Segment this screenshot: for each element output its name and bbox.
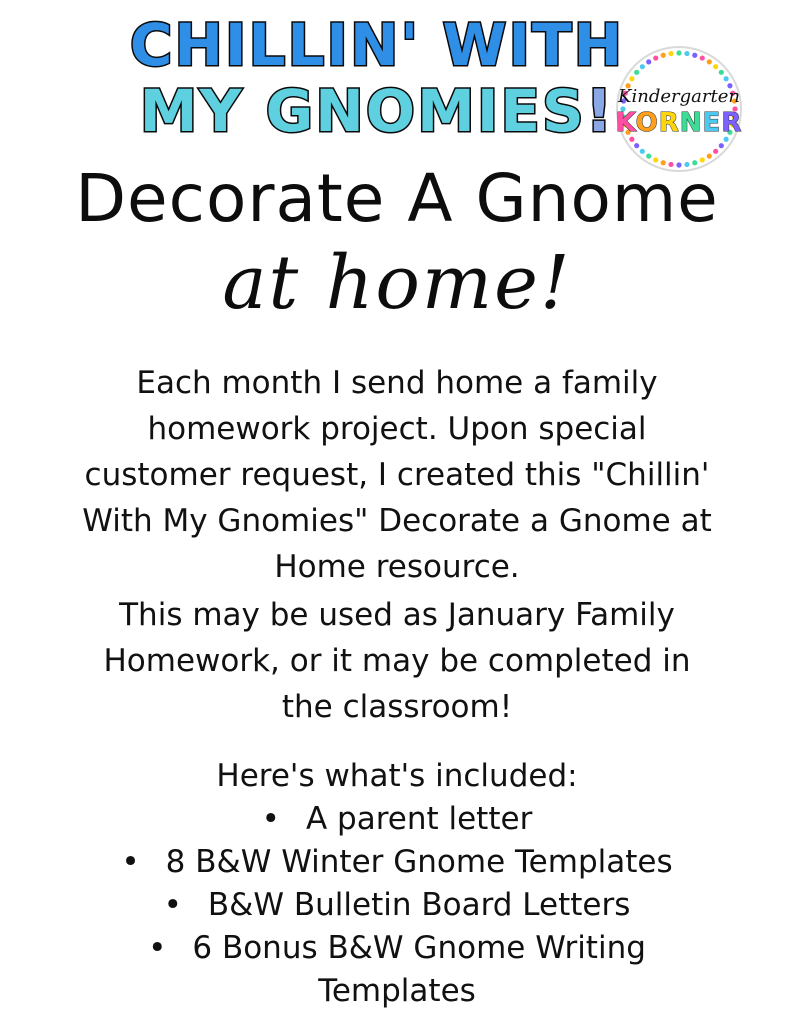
list-item-continuation bbox=[0, 970, 794, 1013]
logo-dot bbox=[653, 55, 658, 60]
paragraph-line: homework project. Upon special bbox=[147, 411, 647, 447]
included-section bbox=[0, 755, 794, 1013]
logo-dot bbox=[676, 50, 681, 55]
paragraph-line: Homework, or it may be completed in bbox=[103, 643, 691, 679]
paragraph-line: With My Gnomies" Decorate a Gnome at bbox=[82, 503, 712, 539]
paragraph-line: customer request, I created this "Chillin' bbox=[84, 457, 710, 493]
logo-dot bbox=[713, 64, 718, 69]
paragraph-line: Home resource. bbox=[274, 549, 520, 585]
logo-dot bbox=[700, 55, 705, 60]
logo-script-text: Kindergarten bbox=[618, 86, 740, 107]
title-exclamation: ! bbox=[585, 77, 615, 145]
list-item bbox=[0, 798, 794, 841]
bullet-icon: • bbox=[163, 887, 182, 923]
logo-dot bbox=[724, 76, 729, 81]
logo-letter: K bbox=[615, 108, 636, 138]
title-line-2-text: MY GNOMIES bbox=[139, 77, 586, 145]
logo-letter: R bbox=[721, 108, 743, 138]
list-item-text: 8 B&W Winter Gnome Templates bbox=[165, 844, 673, 880]
list-item bbox=[0, 884, 794, 927]
list-item bbox=[0, 841, 794, 884]
logo-dot bbox=[684, 51, 689, 56]
paragraph-line: This may be used as January Family bbox=[119, 597, 675, 633]
bullet-icon: • bbox=[148, 930, 167, 966]
logo-dot bbox=[646, 59, 651, 64]
list-item-text: Templates bbox=[318, 973, 476, 1009]
logo-dot bbox=[629, 76, 634, 81]
logo-dot bbox=[707, 59, 712, 64]
bullet-icon: • bbox=[121, 844, 140, 880]
bullet-icon: • bbox=[261, 801, 280, 837]
title-word: CHILLIN' bbox=[129, 11, 421, 79]
logo-dot bbox=[707, 154, 712, 159]
logo-dot bbox=[640, 64, 645, 69]
usage-paragraph bbox=[30, 592, 764, 730]
logo-dot bbox=[713, 149, 718, 154]
logo-dot bbox=[668, 51, 673, 56]
kindergarten-korner-logo bbox=[614, 44, 744, 174]
logo-dot bbox=[634, 70, 639, 75]
included-heading: Here's what's included: bbox=[216, 758, 578, 794]
logo-dot bbox=[634, 143, 639, 148]
logo-brand-text bbox=[614, 108, 744, 138]
title-word: WITH bbox=[442, 11, 625, 79]
intro-paragraph bbox=[30, 360, 764, 590]
logo-letter: N bbox=[679, 108, 703, 138]
logo-dot bbox=[661, 53, 666, 58]
page-subheadline: at home! bbox=[222, 240, 572, 326]
paragraph-line: Each month I send home a family bbox=[136, 365, 658, 401]
logo-dot bbox=[646, 154, 651, 159]
logo-dot bbox=[640, 149, 645, 154]
logo-letter: E bbox=[702, 108, 722, 138]
paragraph-line: the classroom! bbox=[281, 689, 513, 725]
page-headline: Decorate A Gnome bbox=[75, 160, 719, 237]
included-list bbox=[0, 798, 794, 1013]
logo-letter: R bbox=[658, 108, 680, 138]
logo-dot bbox=[692, 53, 697, 58]
logo-dot bbox=[719, 70, 724, 75]
logo-letter: O bbox=[635, 108, 659, 138]
logo-dot bbox=[719, 143, 724, 148]
list-item bbox=[0, 927, 794, 970]
list-item-text: B&W Bulletin Board Letters bbox=[207, 887, 631, 923]
list-item-text: 6 Bonus B&W Gnome Writing bbox=[192, 930, 646, 966]
list-item-text: A parent letter bbox=[305, 801, 533, 837]
